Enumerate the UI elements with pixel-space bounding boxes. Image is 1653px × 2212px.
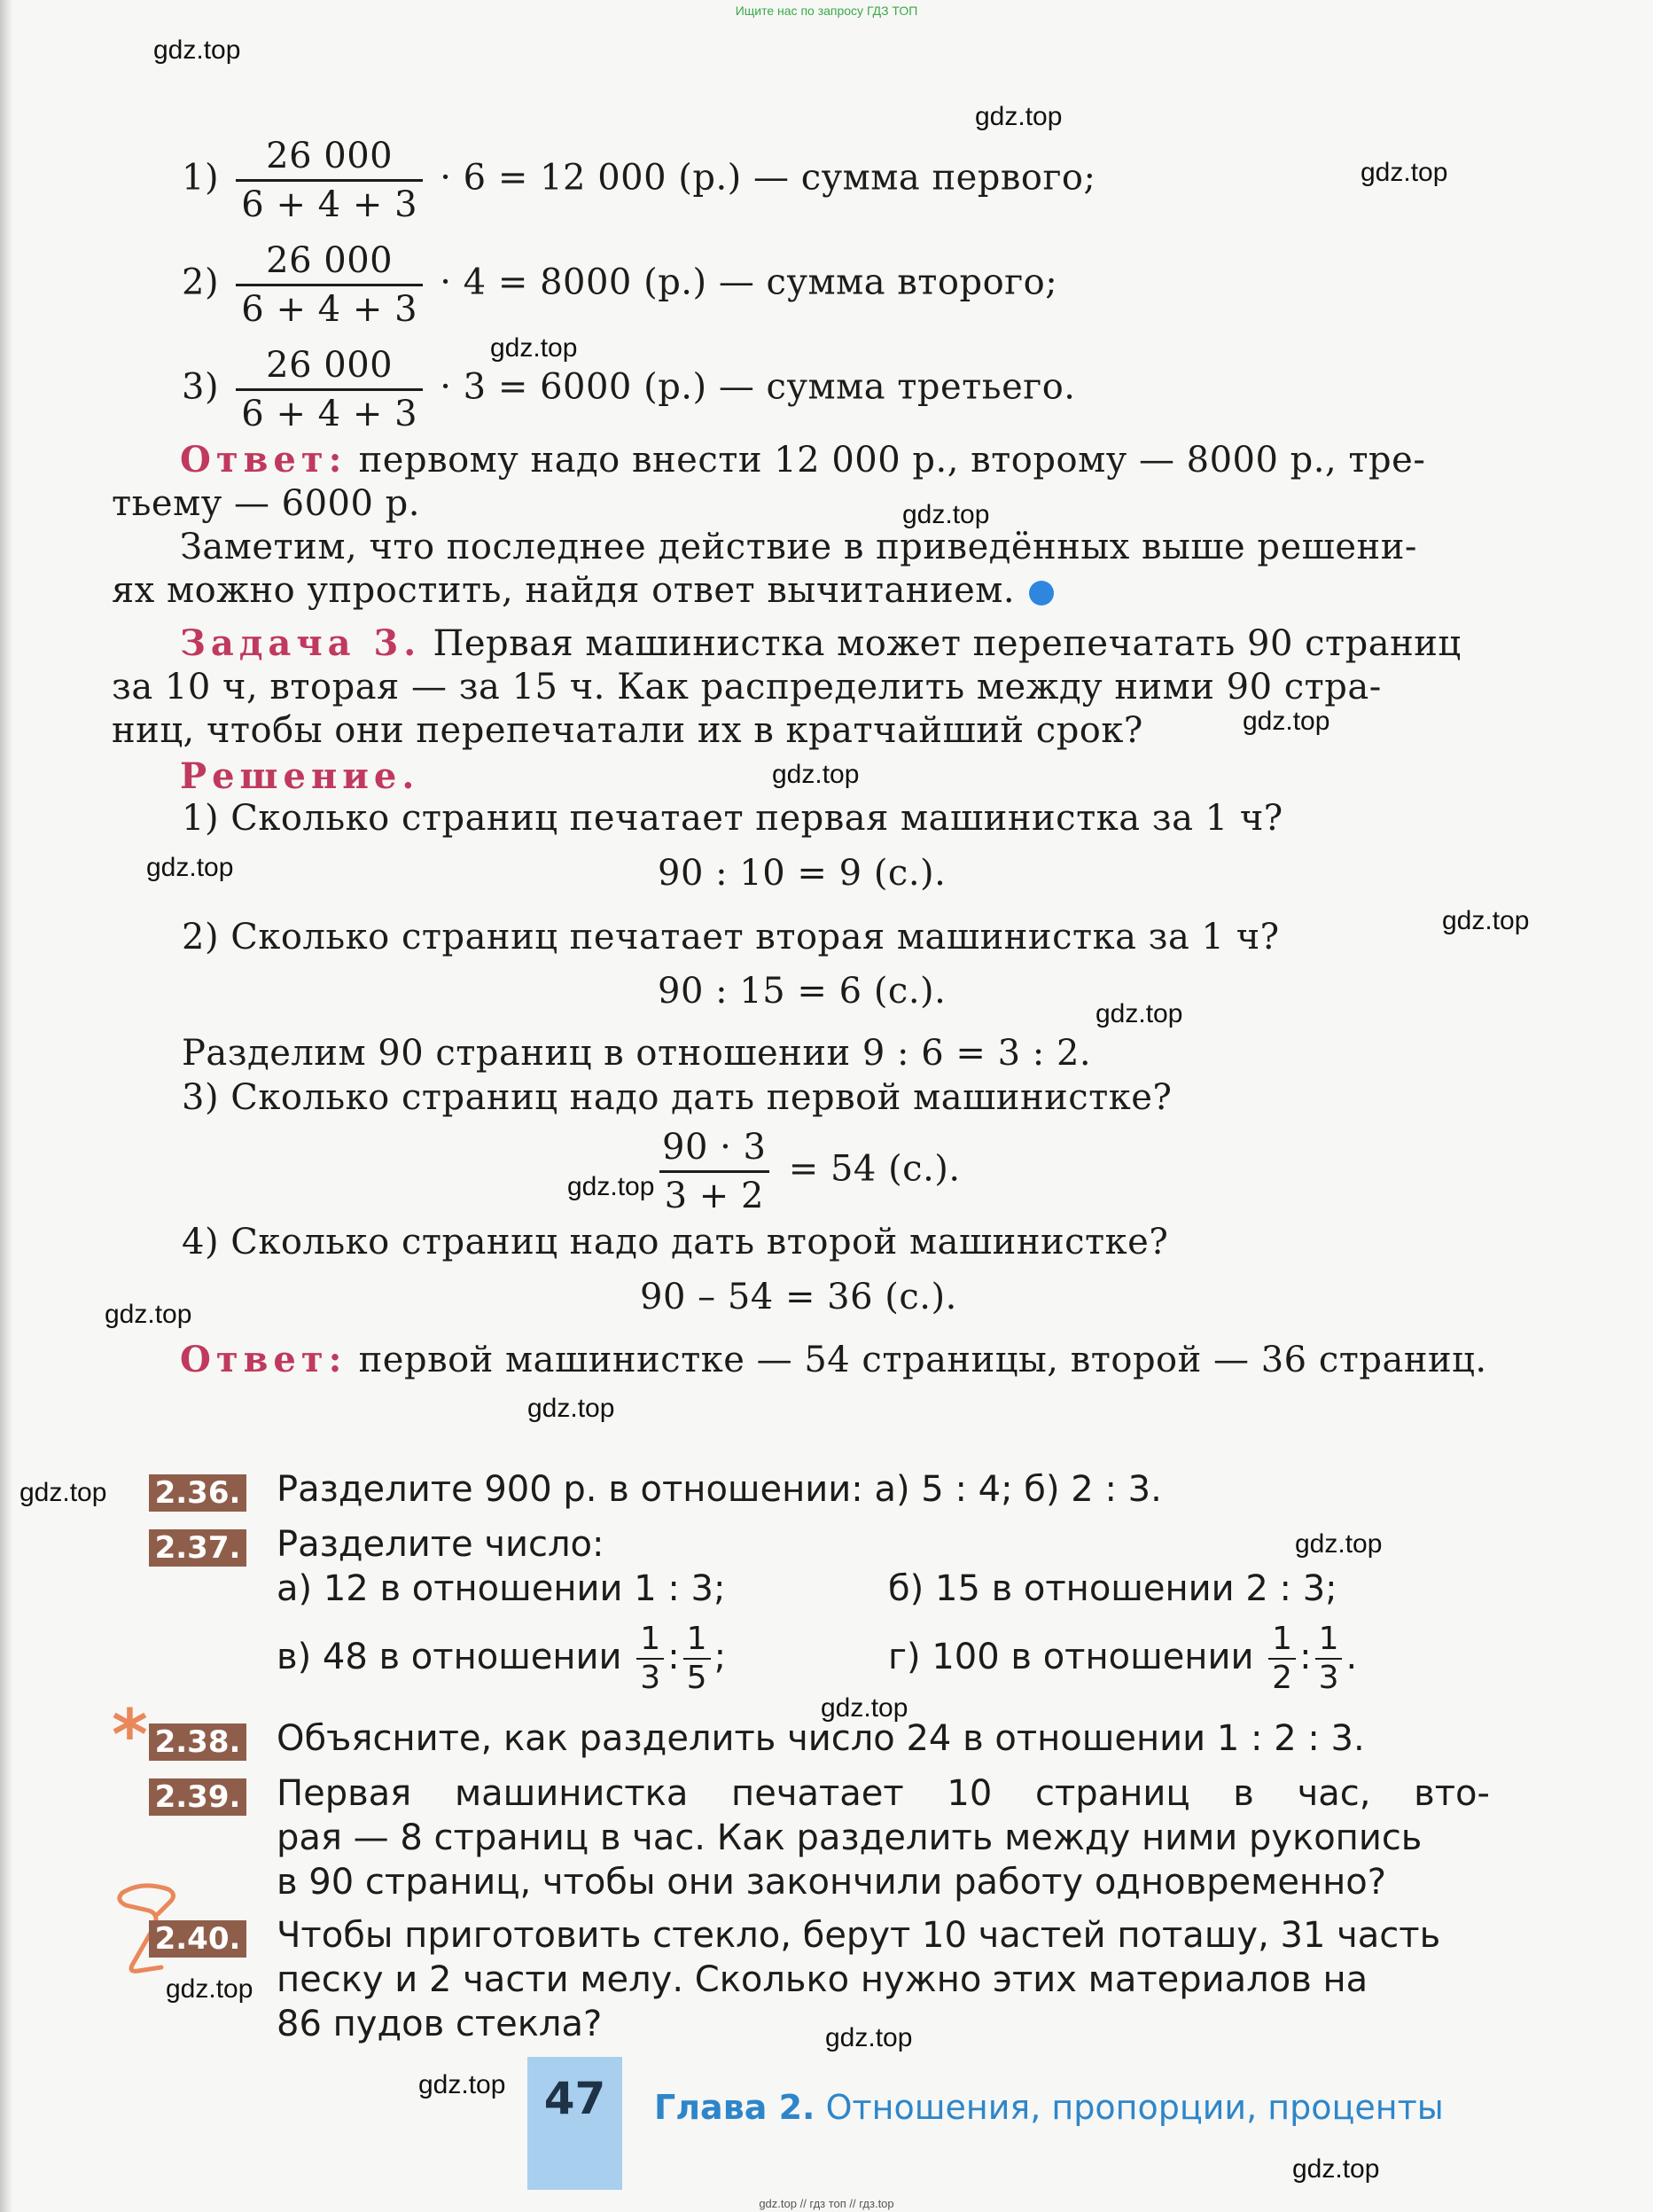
exercise-2-37-a: а) 12 в отношении 1 : 3; bbox=[277, 1568, 726, 1609]
denominator: 6 + 4 + 3 bbox=[236, 284, 423, 332]
exercise-number-badge: 2.40. bbox=[149, 1920, 246, 1958]
note-line-1: Заметим, что последнее действие в приведённых выше решени- bbox=[180, 527, 1417, 567]
solution-step-1 bbox=[182, 133, 1096, 228]
exercise-number-badge: 2.38. bbox=[149, 1723, 246, 1761]
numerator: 1 bbox=[640, 1621, 661, 1657]
numerator: 26 000 bbox=[266, 136, 394, 176]
step-number: 3) bbox=[182, 366, 220, 408]
watermark: gdz.top bbox=[527, 1394, 615, 1423]
watermark: gdz.top bbox=[1442, 906, 1530, 935]
fraction bbox=[1268, 1621, 1296, 1697]
watermark: gdz.top bbox=[1096, 999, 1183, 1028]
answer-2 bbox=[180, 1339, 1487, 1380]
answer-label: Ответ: bbox=[180, 1339, 347, 1380]
numerator: 1 bbox=[1318, 1621, 1339, 1657]
exercise-2-38-text: Объясните, как разделить число 24 в отношении 1 : 2 : 3. bbox=[277, 1718, 1365, 1759]
step-text: = 54 (с.). bbox=[788, 1148, 961, 1190]
numerator: 26 000 bbox=[266, 345, 394, 386]
watermark: gdz.top bbox=[153, 35, 241, 65]
watermark: gdz.top bbox=[821, 1693, 908, 1723]
page-spine-shadow bbox=[0, 0, 12, 2212]
item-text: г) 100 в отношении bbox=[888, 1637, 1254, 1677]
watermark: gdz.top bbox=[902, 500, 990, 529]
watermark: gdz.top bbox=[825, 2023, 913, 2052]
exercise-2-37-c bbox=[277, 1621, 726, 1697]
exercise-2-39-text: Первая машинистка печатает 10 страниц в час, вто- bbox=[277, 1773, 1490, 1814]
step-text: · 6 = 12 000 (р.) — сумма первого; bbox=[440, 157, 1096, 199]
solution-step-2 bbox=[182, 238, 1057, 332]
exercise-2-39-line-2: рая — 8 страниц в час. Как разделить между ними рукопись bbox=[277, 1817, 1423, 1858]
exercise-2-40-line-3: 86 пудов стекла? bbox=[277, 2004, 603, 2044]
watermark: gdz.top bbox=[1295, 1529, 1383, 1559]
step-text: · 4 = 8000 (р.) — сумма второго; bbox=[440, 262, 1058, 303]
punctuation: ; bbox=[713, 1637, 727, 1677]
step-a4: 90 – 54 = 36 (с.). bbox=[640, 1277, 957, 1317]
step-a1: 90 : 10 = 9 (с.). bbox=[658, 853, 947, 894]
exercise-2-40-text: Чтобы приготовить стекло, берут 10 частей поташу, 31 часть bbox=[277, 1915, 1441, 1956]
fraction bbox=[636, 1621, 664, 1697]
punctuation: . bbox=[1345, 1637, 1358, 1677]
step-a3 bbox=[651, 1124, 961, 1219]
end-marker-icon bbox=[1029, 581, 1054, 606]
watermark: gdz.top bbox=[490, 333, 578, 363]
denominator: 6 + 4 + 3 bbox=[236, 388, 423, 437]
chapter-title: Отношения, пропорции, проценты bbox=[825, 2088, 1444, 2127]
step-q1: 1) Сколько страниц печатает первая машинистка за 1 ч? bbox=[182, 798, 1283, 839]
answer-text: первой машинистке — 54 страницы, второй — 36 страниц. bbox=[358, 1340, 1487, 1380]
watermark: gdz.top bbox=[567, 1172, 655, 1201]
denominator: 2 bbox=[1268, 1658, 1296, 1697]
task-3-line-2: за 10 ч, вторая — за 15 ч. Как распределить между ними 90 стра- bbox=[112, 667, 1382, 707]
exercise-2-37-text: Разделите число: bbox=[277, 1524, 604, 1565]
answer-1 bbox=[180, 439, 1425, 481]
numerator: 90 · 3 bbox=[662, 1127, 767, 1168]
step-text: · 3 = 6000 (р.) — сумма третьего. bbox=[440, 366, 1076, 408]
chapter-footer bbox=[654, 2088, 1444, 2127]
step-q2: 2) Сколько страниц печатает вторая машинистка за 1 ч? bbox=[182, 917, 1280, 957]
fraction bbox=[657, 1124, 772, 1219]
note-line-2 bbox=[112, 570, 1054, 611]
denominator: 6 + 4 + 3 bbox=[236, 179, 423, 228]
numerator: 1 bbox=[1272, 1621, 1293, 1657]
watermark: gdz.top bbox=[418, 2070, 506, 2099]
watermark: gdz.top bbox=[166, 1974, 253, 2004]
fraction bbox=[236, 342, 423, 437]
exercise-number-badge: 2.36. bbox=[149, 1474, 246, 1512]
asterisk-icon: * bbox=[112, 1696, 148, 1776]
denominator: 5 bbox=[683, 1658, 711, 1697]
step-a2: 90 : 15 = 6 (с.). bbox=[658, 971, 947, 1012]
ratio-separator: : bbox=[667, 1637, 680, 1677]
fraction bbox=[236, 133, 423, 228]
step-q4: 4) Сколько страниц надо дать второй машинистке? bbox=[182, 1222, 1169, 1262]
page-number: 47 bbox=[543, 2073, 606, 2124]
step-number: 1) bbox=[182, 157, 220, 199]
watermark: gdz.top bbox=[1292, 2154, 1380, 2184]
exercise-number-badge: 2.37. bbox=[149, 1529, 246, 1567]
exercise-2-39-line-3: в 90 страниц, чтобы они закончили работу одновременно? bbox=[277, 1862, 1386, 1903]
watermark: gdz.top bbox=[1243, 707, 1330, 736]
watermark: gdz.top bbox=[105, 1300, 192, 1329]
numerator: 1 bbox=[686, 1621, 707, 1657]
fraction bbox=[1315, 1621, 1343, 1697]
answer-1-cont: тьему — 6000 р. bbox=[112, 483, 420, 524]
item-text: в) 48 в отношении bbox=[277, 1637, 622, 1677]
answer-label: Ответ: bbox=[180, 439, 347, 481]
watermark: gdz.top bbox=[975, 102, 1063, 131]
note-text: ях можно упростить, найдя ответ вычитанием. bbox=[112, 570, 1016, 611]
task-label: Задача 3. bbox=[180, 622, 422, 664]
denominator: 3 + 2 bbox=[659, 1170, 769, 1219]
fraction bbox=[236, 238, 423, 332]
solution-step-3 bbox=[182, 342, 1076, 437]
divide-line: Разделим 90 страниц в отношении 9 : 6 = 3 : 2. bbox=[182, 1033, 1092, 1074]
exercise-2-37-d bbox=[888, 1621, 1357, 1697]
exercise-number-badge: 2.39. bbox=[149, 1778, 246, 1816]
step-number: 2) bbox=[182, 262, 220, 303]
solution-label: Решение. bbox=[180, 755, 420, 797]
exercise-2-37-b: б) 15 в отношении 2 : 3; bbox=[888, 1568, 1337, 1609]
exercise-2-36-text: Разделите 900 р. в отношении: а) 5 : 4; б) 2 : 3. bbox=[277, 1469, 1162, 1510]
watermark: gdz.top bbox=[146, 853, 234, 882]
watermark: gdz.top bbox=[19, 1478, 107, 1507]
top-notice: Ищите нас по запросу ГДЗ ТОП bbox=[735, 4, 918, 18]
step-q3: 3) Сколько страниц надо дать первой машинистке? bbox=[182, 1077, 1173, 1118]
fraction bbox=[683, 1621, 711, 1697]
task-3-line-1 bbox=[180, 622, 1462, 664]
watermark: gdz.top bbox=[1361, 158, 1448, 187]
answer-text: первому надо внести 12 000 р., второму — 8000 р., тре- bbox=[358, 440, 1426, 481]
exercise-2-40-line-2: песку и 2 части мелу. Сколько нужно этих материалов на bbox=[277, 1959, 1368, 2000]
denominator: 3 bbox=[1315, 1658, 1343, 1697]
task-3-line-3: ниц, чтобы они перепечатали их в кратчайший срок? bbox=[112, 710, 1143, 751]
chapter-label: Глава 2. bbox=[654, 2088, 815, 2127]
denominator: 3 bbox=[636, 1658, 664, 1697]
bottom-notice: gdz.top // гдз топ // гдз.top bbox=[759, 2197, 894, 2210]
ratio-separator: : bbox=[1299, 1637, 1312, 1677]
numerator: 26 000 bbox=[266, 240, 394, 281]
watermark: gdz.top bbox=[772, 760, 860, 789]
task-text: Первая машинистка может перепечатать 90 страниц bbox=[433, 623, 1462, 664]
